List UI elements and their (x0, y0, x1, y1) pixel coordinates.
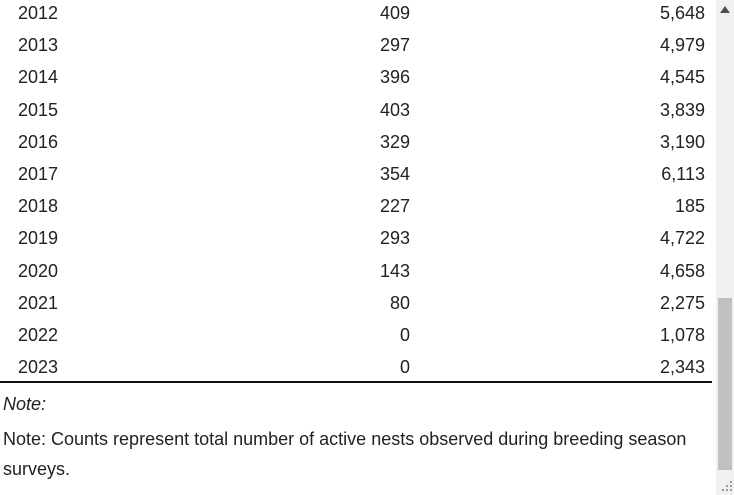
nests-cell: 293 (379, 228, 410, 249)
nests-cell: 80 (389, 292, 410, 313)
table-row (0, 190, 712, 222)
eggs-cell: 2,343 (659, 357, 705, 378)
year-cell: 2021 (18, 292, 59, 313)
table-row (0, 319, 712, 351)
table-row (0, 94, 712, 126)
nests-cell: 403 (379, 99, 410, 120)
nests-cell: 143 (379, 260, 410, 281)
nests-cell: 396 (379, 67, 410, 88)
eggs-cell: 4,545 (659, 67, 705, 88)
eggs-cell: 2,275 (659, 292, 705, 313)
note-text: Note: Counts represent total number of active nests observed during breeding season surveys. (3, 429, 687, 479)
scroll-up-button[interactable] (716, 0, 734, 18)
year-cell: 2014 (18, 67, 59, 88)
nests-cell: 354 (379, 164, 410, 185)
eggs-cell: 6,113 (661, 164, 705, 185)
eggs-cell: 4,722 (659, 228, 705, 249)
resize-grip-icon[interactable] (719, 478, 733, 492)
table-row (0, 351, 712, 383)
year-cell: 2022 (18, 324, 59, 345)
year-cell: 2018 (18, 196, 59, 217)
table-row (0, 287, 712, 319)
table-row (0, 29, 712, 61)
table-row (0, 0, 712, 29)
nests-cell: 0 (399, 324, 410, 345)
eggs-cell: 3,839 (659, 99, 705, 120)
year-cell: 2023 (18, 357, 59, 378)
table-row (0, 158, 712, 190)
year-cell: 2016 (18, 131, 59, 152)
note-label: Note: (3, 394, 47, 414)
vertical-scrollbar[interactable] (716, 0, 734, 495)
table-row (0, 61, 712, 93)
triangle-up-icon (720, 6, 730, 13)
table-bottom-rule (0, 381, 712, 383)
nests-cell: 0 (399, 357, 410, 378)
year-cell: 2020 (18, 260, 59, 281)
eggs-cell: 185 (674, 196, 705, 217)
nests-cell: 329 (379, 131, 410, 152)
year-cell: 2012 (18, 3, 59, 24)
nests-cell: 409 (379, 3, 410, 24)
eggs-cell: 4,658 (659, 260, 705, 281)
nests-cell: 297 (379, 35, 410, 56)
eggs-cell: 4,979 (659, 35, 705, 56)
eggs-cell: 3,190 (659, 131, 705, 152)
year-cell: 2013 (18, 35, 59, 56)
table-row (0, 222, 712, 254)
eggs-cell: 5,648 (659, 3, 705, 24)
eggs-cell: 1,078 (659, 324, 705, 345)
nests-cell: 227 (379, 196, 410, 217)
year-cell: 2019 (18, 228, 59, 249)
table-row (0, 255, 712, 287)
table-row (0, 126, 712, 158)
scroll-thumb[interactable] (718, 298, 732, 470)
year-cell: 2015 (18, 99, 59, 120)
year-cell: 2017 (18, 164, 59, 185)
